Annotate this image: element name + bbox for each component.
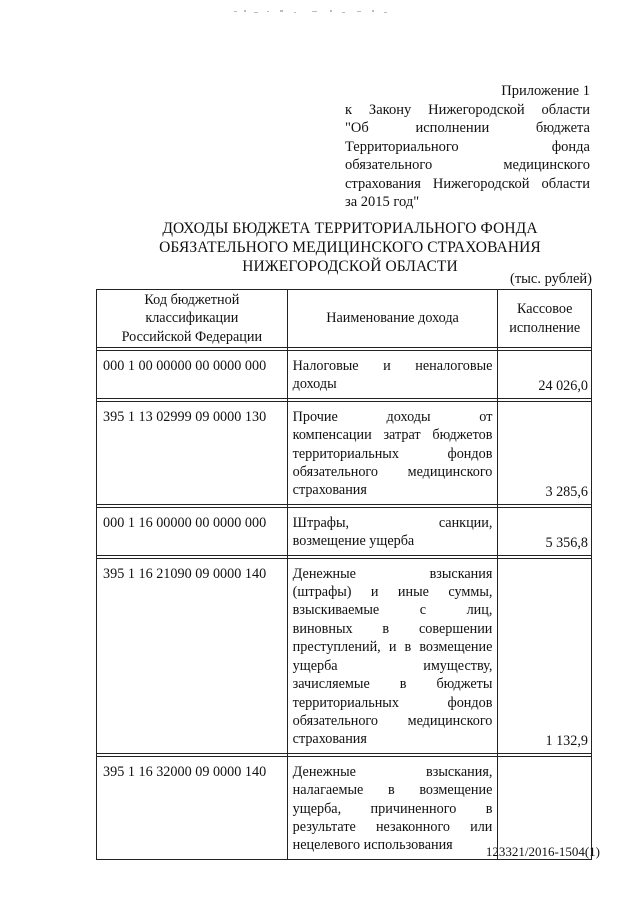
header-code-line: классификации — [145, 310, 239, 327]
appendix-block — [345, 82, 590, 212]
income-code: 395 1 13 02999 09 0000 130 — [97, 401, 288, 504]
appendix-line: к Закону Нижегородской области — [345, 101, 590, 118]
appendix-line: "Об исполнении бюджета — [345, 120, 590, 136]
header-code-line: Код бюджетной — [144, 291, 240, 308]
income-name-line: виновных в совершении — [292, 620, 493, 637]
income-name-line: страхования — [292, 731, 367, 748]
header-amount-line: Кассовое — [516, 301, 573, 318]
income-name — [287, 558, 498, 753]
table-row — [97, 507, 592, 555]
income-name-line: ущерба имуществу, — [292, 657, 493, 674]
income-name-line: результате незаконного или — [292, 818, 493, 835]
income-amount: 3 285,6 — [498, 401, 592, 504]
income-name-line: Прочие доходы от — [292, 408, 493, 425]
income-name-line: компенсации затрат бюджетов — [292, 427, 493, 444]
title-line: ОБЯЗАТЕЛЬНОГО МЕДИЦИНСКОГО СТРАХОВАНИЯ — [159, 239, 541, 256]
income-name-line: территориальных фондов — [292, 445, 493, 462]
table-row — [97, 351, 592, 399]
income-name — [287, 756, 498, 859]
units-label: (тыс. рублей) — [510, 271, 592, 287]
income-name-line: (штрафы) и иные суммы, — [292, 584, 493, 601]
income-amount: 24 026,0 — [498, 351, 592, 399]
appendix-line: за 2015 год" — [345, 194, 420, 210]
income-name-line: налагаемые в возмещение — [292, 782, 493, 799]
income-name-line: Налоговые и неналоговые — [292, 358, 493, 374]
appendix-line: Территориального фонда — [345, 138, 590, 155]
scan-noise — [232, 6, 392, 18]
income-name-line: Штрафы, санкции, — [292, 514, 493, 531]
appendix-number: Приложение 1 — [501, 83, 590, 99]
income-amount: 5 356,8 — [498, 507, 592, 555]
header-amount — [498, 290, 592, 348]
income-name-line: Денежные взыскания, — [292, 763, 493, 780]
income-name — [287, 507, 498, 555]
income-name-line: обязательного медицинского — [292, 464, 493, 481]
income-code: 000 1 00 00000 00 0000 000 — [97, 351, 288, 399]
income-name-line: зачисляемые в бюджеты — [292, 676, 493, 693]
table-row — [97, 558, 592, 753]
document-title — [60, 219, 640, 276]
income-name-line: ущерба, причиненного в — [292, 800, 493, 817]
income-name-line: Денежные взыскания — [292, 565, 493, 582]
table-header-row — [97, 290, 592, 348]
header-code — [97, 290, 288, 348]
income-amount: 1 132,9 — [498, 558, 592, 753]
income-name-line: нецелевого использования — [292, 837, 453, 854]
title-line: НИЖЕГОРОДСКОЙ ОБЛАСТИ — [242, 258, 458, 275]
header-name: Наименование дохода — [287, 290, 498, 348]
income-name — [287, 401, 498, 504]
income-table — [96, 289, 592, 860]
income-name — [287, 351, 498, 399]
title-line: ДОХОДЫ БЮДЖЕТА ТЕРРИТОРИАЛЬНОГО ФОНДА — [162, 220, 538, 237]
income-code: 395 1 16 21090 09 0000 140 — [97, 558, 288, 753]
document-footer-code: 123321/2016-1504(1) — [485, 844, 600, 859]
appendix-line: обязательного медицинского — [345, 157, 590, 173]
income-name-line: преступлений, и в возмещение — [292, 639, 493, 656]
appendix-line: страхования Нижегородской области — [345, 175, 590, 192]
income-name-line: обязательного медицинского — [292, 712, 493, 729]
income-code: 000 1 16 00000 00 0000 000 — [97, 507, 288, 555]
income-code: 395 1 16 32000 09 0000 140 — [97, 756, 288, 859]
income-name-line: взыскиваемые с лиц, — [292, 602, 493, 619]
income-name-line: страхования — [292, 482, 367, 499]
header-code-line: Российской Федерации — [121, 328, 263, 345]
income-name-line: доходы — [292, 376, 337, 393]
table-body — [97, 348, 592, 860]
income-name-line: возмещение ущерба — [292, 533, 415, 550]
income-name-line: территориальных фондов — [292, 694, 493, 711]
header-amount-line: исполнение — [509, 319, 581, 336]
table-row — [97, 401, 592, 504]
